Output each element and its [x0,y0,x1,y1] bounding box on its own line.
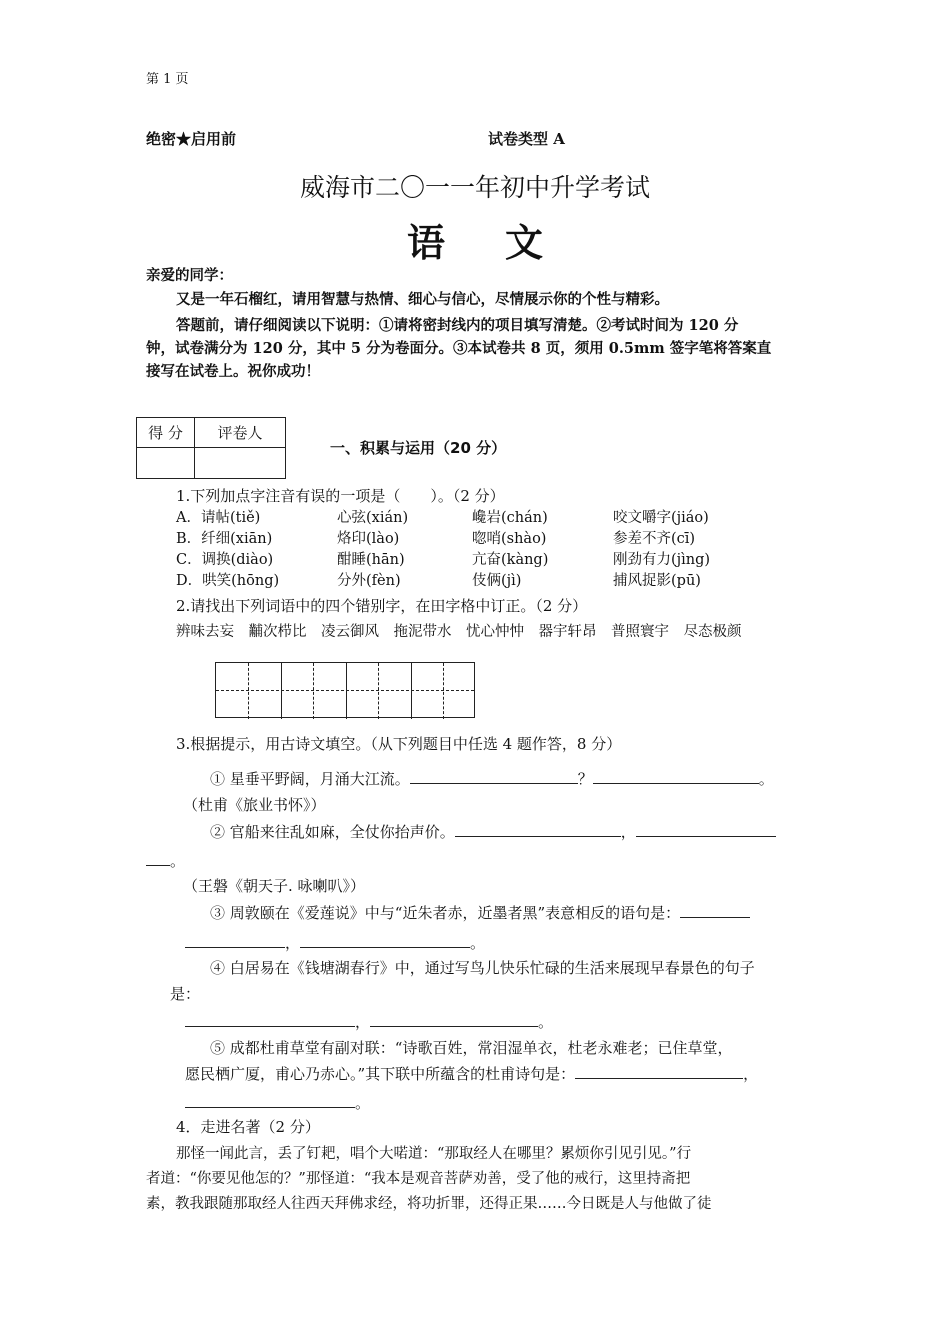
grid-line [281,663,282,719]
q1-c-2: 酣睡(hān) [337,552,405,568]
q1-a-3: 巉岩(chán) [472,510,548,526]
q1-d-2: 分外(fèn) [337,573,401,589]
q1-b-2: 烙印(lào) [337,531,400,547]
q4-passage-line-3: 素，教我跟随那取经人往西天拜佛求经，将功折罪，还得正果……今日既是人与他做了徒 [146,1196,712,1212]
section-1-heading: 一、积累与运用（20 分） [330,439,507,457]
q3-item-5-b: 愿民栖广厦，甫心乃赤心。”其下联中所蕴含的杜甫诗句是： ， [185,1065,759,1083]
score-header: 得 分 [137,418,195,448]
q1-d-4: 捕风捉影(pū) [613,573,701,589]
q3-item-5-cont: 。 [185,1092,370,1113]
q3-stem: 3.根据提示，用古诗文填空。（从下列题目中任选 4 题作答，8 分） [176,735,622,753]
q3-item-4: ④ 白居易在《钱塘湖春行》中，通过写鸟儿快乐忙碌的生活来展现早春景色的句子 [210,959,755,977]
exam-title: 威海市二〇一一年初中升学考试 [299,173,650,202]
q2-words: 辨味去妄 黼次栉比 凌云御风 拖泥带水 忧心忡忡 器宇轩昂 普照寰宇 尽态极颜 [176,624,742,640]
q3-item-4-cont: ， 。 [185,1011,553,1032]
page-number: 第 1 页 [146,72,189,87]
q3-item-2: ② 官船来往乱如麻，全仗你抬声价。 ， [210,821,776,842]
grid-line [313,663,314,719]
answer-blank[interactable] [146,851,170,866]
q1-d-3: 伎俩(jì) [472,573,522,589]
answer-blank[interactable] [300,933,470,948]
grid-line [443,663,444,719]
grid-line [346,663,347,719]
answer-blank[interactable] [680,903,750,918]
q4-stem: 4．走进名著（2 分） [176,1118,320,1136]
answer-blank[interactable] [370,1012,538,1027]
q3-item-2-source: （王磐《朝天子. 咏喇叭》） [183,877,366,895]
q4-passage-line-1: 那怪一闻此言，丢了钉耙，唱个大喏道：“那取经人在哪里？累烦你引见引见。”行 [176,1146,692,1162]
answer-blank[interactable] [575,1064,743,1079]
answer-blank[interactable] [593,769,759,784]
intro-line-2: 答题前，请仔细阅读以下说明：①请将密封线内的项目填写清楚。②考试时间为 120 分 [176,317,739,334]
greeting: 亲爱的同学： [146,267,233,284]
subject-title: 语文 [406,220,603,265]
answer-blank[interactable] [636,822,776,837]
grid-mid-line [216,690,474,691]
score-table [136,417,286,479]
q3-item-3-cont: ， 。 [185,932,485,953]
answer-blank[interactable] [185,1093,355,1108]
q1-option-b: B．纤细(xiān) [176,531,273,547]
tianzi-grid[interactable] [215,662,475,718]
grid-line [248,663,249,719]
q3-item-1-source: （杜甫《旅业书怀》） [183,796,326,814]
q3-item-3: ③ 周敦颐在《爱莲说》中与“近朱者赤，近墨者黑”表意相反的语句是： [210,902,750,923]
answer-blank[interactable] [185,1012,355,1027]
q2-stem: 2.请找出下列词语中的四个错别字，在田字格中订正。（2 分） [176,597,588,615]
q1-stem: 1.下列加点字注音有误的一项是（ ）。（2 分） [176,487,505,505]
grid-line [378,663,379,719]
q1-b-4: 参差不齐(cī) [613,531,696,547]
q1-a-4: 咬文嚼字(jiáo) [613,510,709,526]
intro-line-3: 钟，试卷满分为 120 分，其中 5 分为卷面分。③本试卷共 8 页，须用 0.5mm 签字笔将答案直 [146,340,772,357]
answer-blank[interactable] [410,769,578,784]
q3-item-4-b: 是： [170,985,201,1003]
q1-option-d: D．哄笑(hōng) [176,573,280,589]
intro-line-1: 又是一年石榴红，请用智慧与热情、细心与信心，尽情展示你的个性与精彩。 [176,291,669,308]
grader-cell[interactable] [195,448,286,479]
grader-header: 评卷人 [195,418,286,448]
answer-blank[interactable] [185,933,285,948]
confidential-label: 绝密★启用前 [146,130,237,148]
answer-blank[interactable] [455,822,621,837]
q1-b-3: 唿哨(shào) [472,531,547,547]
q1-option-a: A．请帖(tiě) [176,510,261,526]
q1-c-3: 亢奋(kàng) [472,552,549,568]
q1-option-c: C．调换(diào) [176,552,274,568]
q4-passage-line-2: 者道：“你要见他怎的？”那怪道：“我本是观音菩萨劝善，受了他的戒行，这里持斋把 [146,1171,691,1187]
score-cell[interactable] [137,448,195,479]
q3-item-2-cont: 。 [146,850,185,871]
grid-line [411,663,412,719]
q3-item-5: ⑤ 成都杜甫草堂有副对联：“诗歌百姓，常泪湿单衣，杜老永难老；已住草堂， [210,1039,733,1057]
q3-item-1: ① 星垂平野阔，月涌大江流。 ？ 。 [210,770,774,788]
q1-c-4: 刚劲有力(jìng) [613,552,711,568]
paper-type: 试卷类型 A [488,130,565,148]
intro-line-4: 接写在试卷上。祝你成功！ [146,363,320,380]
q1-a-2: 心弦(xián) [337,510,409,526]
